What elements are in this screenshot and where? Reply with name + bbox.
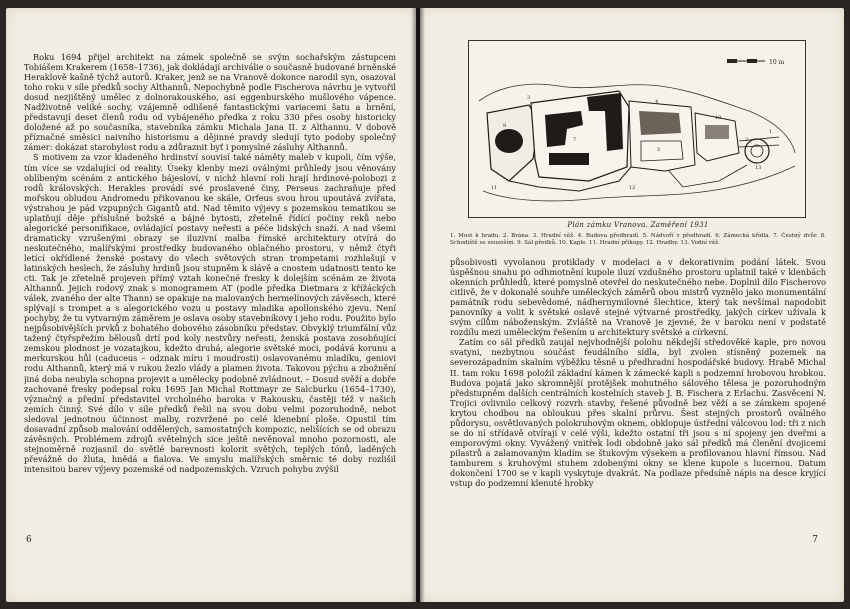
svg-text:7: 7	[573, 137, 577, 143]
svg-text:4: 4	[655, 99, 659, 105]
scale-bar	[727, 59, 785, 66]
svg-text:5: 5	[657, 147, 661, 153]
svg-text:11: 11	[491, 185, 498, 191]
paragraph: Zatím co sál předků zaujal nejvhodnější polohu někdejší středověké kaple, pro novou svatyni, nezbytnou součást feudálního sídla, byl zvolen stísněný pozemek na severozápadním skalním výběžku těsně u předhradní hospodářské budovy. Hrabě Michal II. tam roku 1698 položil základní kámen k zámecké kapli s podzemní hrobovou hrobkou. Budova pojatá jako skromnější protějšek mohutného sálového tělesa je pozoruhodným předstupněm dalších centrálních kostelních staveb J. B. Fischera z Erlachu. Zasvěcení N. Trojici ovlivnilo celkový rozvrh stavby, řešené původně bez věží a se zámkem spojené krytou chodbou na obloukuu přes skalní průrvu. Šest stejných prostorů oválného půdorysu, osvětlovaných polokruhovým oknem, obklopuje ústřední válcovou lod: tři z nich se do ní střídavě otvírají v celé výši, kdežto ostatní tři jsou s ní spojeny jen dveřmi a emporovými okny. Vyvážený vnitřek lodi obdobně jako sál předků má členění dvojicemi pilastrů a zalamovaným kladím se štukovým výsekem a profilovanou hlavní římsou. Nad tamburem s kruhovými stuhem zdobenými okny se klene kupole s lucernou. Datum dokončení 1700 se v kapli vyskytuje dvakrát. Na podlaze předsíně nápis na desce kryjící vstup do podzemní klenuté hrobky	[450, 337, 826, 489]
paragraph: S motivem za vzor kladeného hrdinství souvisí také náměty maleb v kupoli, čím výše, tím více se vzdalující od reality. Úseky klenby mezi oválnými průhledy jsou věnovány oblíbeným scénám z antického bájesloví, v nichž hlavní roli hrají hrdinové-polobozi z rodů královských. Herakles provádí své proslavené činy, Perseus zachraňuje před mořskou obludou Andromedu přikovanou ke skále, Orfeus svou hrou upoutává zvířata, výstrahou je pád vzpupných Gigantů atd. Nad těmito výjevy s pozemskou tematikou se uplatňují děje příslušné božské a bájné bytosti, zřetelně řídící počiny reků nebo alegorické personifikace, ovládající postavy neřesti a péče lidských snaží. A nad všemi dramaticky vzrušenými obrazy se iluzivní malba římské architektury otvírá do neskutečného, malířskými prostředky budovaného oblačného prostoru, v němž čtyři letící okřídlené ženské postavy do všech světových stran trompetami rozhlašují v latinských heslech, že zásluhy hrdinů jsou stupněm k slávě a cnostem udatnosti tento ke cti. Tak je zřetelně projeven přímý vztah konečné fresky k dolejším scénám ze života Althannů. Jejich rodový znak s monogramem AT (podle předka Dietmara z křížáckých válek, zvaného der alte Thann) se opakuje na malovaných hermelínových závěsech, které splývají s trompet a s alegorického vozu u postavy mladika apollonského zjevu. Není pochyby, že tu vytvarným záměrem je oslava osoby stavebníkovy i jeho rodu. Použito bylo nejpůsobivějších prvků z bohatého dobového zásobníku představ. Obvyklý triumfální vůz tažený čtyřspřežím bělousů drtí pod koly nestvůry neřesti, ženská postava zosobňující zemskou plodnost je vozatajkou, kdežto druhá, alegorie světské moci, podává korunu a merkurskou hůl (caduceus – odznak míru i moudrosti) oslavovanému mladíku, geniovi rodu Althannů, který má v rukou žezlo vlády a plamen života. Takovou pýchu a zbožnění jiná doba neubyla schopna projevit a umělecky podobně zvládnout. – Dosud svěží a dobře zachované fresky podepsal roku 1695 Jan Michal Rottmayr ze Salcburku (1654–1730), význačný a přední představitel vrcholného baroka v Rakousku, častěji též v našich zemích činný. Své dílo v síle předků řešil na svou dobu velmi pozoruhodně, nebot sledoval jednotnou účinnost malby, rozvržené po celé klenební ploše. Opustil tím dosavadní způsob malování oddělených, samostatných kompozic, nelišících se od obrazu závěsných. Problémem zdrojů světelných sice ještě nevěnoval mnoho pozornosti, ale stejnoměrně rozjasnil do světlé barevnosti kolorit světých, teplých tónů, laděných převážně do žluta, hnědá a fialova. Ve smyslu malířských směrnic té doby rozlišil intensitou barev výjevy pozemské od nadpozemských. Vzruch pohybu zvýšil	[24, 152, 396, 474]
paragraph: Roku 1694 přijel architekt na zámek společně se svým sochařským zástupcem Tobiášem Krakerem (1658–1736), jak dokládají archiválie o současně budované brněnské Heraklově kašně týchž autorů. Kraker, jenž se na Vranově dokonce narodil syn, osazoval toho roku v síle předků sochy Althannů. Nepochybně podle Fischerova návrhu je vytvořil dosud nezjištěný umělec z dolnorakouského, asi eggenburského mušlového vápence. Nadživotně veliké sochy, vzájemně odlišené fantastickými variacemi šatu a brnění, představují deset členů rodu od vybájeného předka z roku 330 přes osoby historicky doložené až po současníka, stavebníka zámku Michala Jana II. z Althannu. V dobově příznačné směsici naivního historismu a dějinné pravdy sledují tyto podoby společný zámer: dokázat starobylost rodu a zdůraznit byť i pomyslné zásluhy Althannů.	[24, 52, 396, 153]
svg-text:13: 13	[755, 165, 762, 171]
book-gutter	[411, 8, 425, 602]
svg-text:1: 1	[769, 129, 773, 135]
svg-text:9: 9	[503, 123, 507, 129]
paragraph: působivosti vyvolanou protiklady v modelaci a v dekorativním podání látek. Svou úspěšnou snahu po odhmotnění kupole iluzí vzdušného prostoru uplatnil také v klenbách okenních průhledů, které pomyslně otevřel do neskutečného nebe. Doplnil dílo Fischerovo citlivě, že v dokonalé souhře uměleckých záměrů obou mistrů vyznělo jako monumentální památník rodu sebevědomé, nádhernymilovné šlechtice, který tak nevšímal napodobit panovníky a volit k světské oslavě stejné výtvarné prostředky, jakých církev užívala k svým cílům náboženským. Zvláště na Vranově je zjevné, že v baroku není v podstatě rozdílu mezi uměleckým řešením u architektury světské a církevní.	[450, 257, 826, 338]
book-spread	[6, 8, 844, 602]
svg-text:3: 3	[527, 95, 531, 101]
page-number: 7	[812, 535, 818, 545]
left-page-text	[24, 52, 396, 530]
castle-floor-plan	[468, 40, 806, 218]
svg-text:2: 2	[745, 137, 749, 143]
svg-text:6: 6	[597, 99, 601, 105]
page-number: 6	[26, 535, 32, 545]
right-page	[420, 8, 844, 602]
plan-legend: 1. Most k hradu. 2. Brána. 3. Hradní věž. 4. Budova předhradí. 5. Nádvoří v předhradí. 6. Zámecká křídla. 7. Čestný dvůr. 8. Schodiště se sousoším. 9. Sál předků. 10. Kaple. 11. Hradní příkopy. 12. Hradby. 13. Vodní věž.	[450, 233, 826, 247]
left-page	[6, 8, 416, 602]
right-page-text	[450, 257, 826, 553]
svg-text:10: 10	[715, 115, 722, 121]
floor-plan-drawing	[469, 41, 805, 217]
svg-text:8: 8	[563, 157, 567, 163]
scale-label: 10 m	[769, 59, 785, 66]
svg-text:12: 12	[629, 185, 636, 191]
plan-caption: Plán zámku Vranova. Zaměření 1931	[567, 221, 709, 229]
oval-hall	[495, 129, 523, 153]
